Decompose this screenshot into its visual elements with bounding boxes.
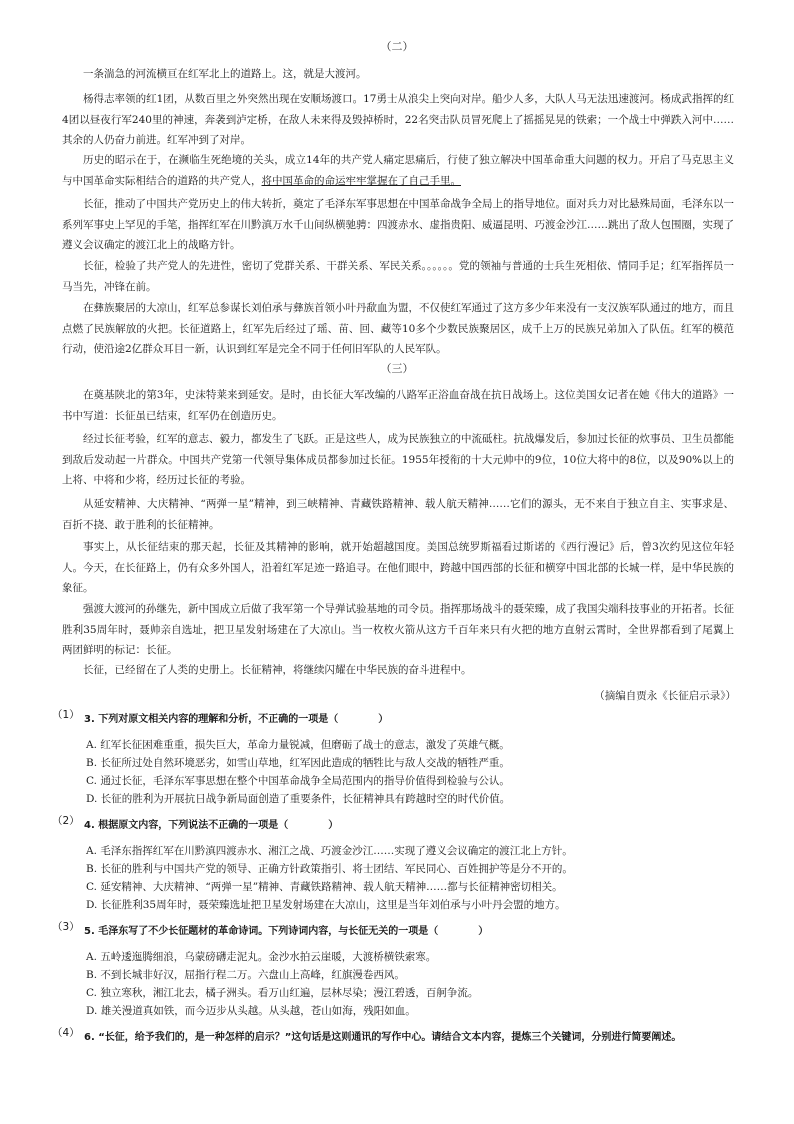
paragraph: 一条湍急的河流横亘在红军北上的道路上。这，就是大渡河。 [83, 68, 367, 80]
paragraph [62, 150, 734, 191]
option-b: B. 不到长城非好汉，屈指行程二万。六盘山上高峰，红旗漫卷西风。 [86, 969, 405, 981]
underlined-sentence: 将中国革命的命运牢牢掌握在了自己手里。 [261, 174, 461, 187]
section-two-heading: （二） [380, 40, 414, 53]
paragraph-text: 历史的昭示在于，在濒临生死绝境的关头，成立14年的共产党人痛定思痛后，行使了独立解决中国革命重大问题的权力。开启了马克思主义与中国革命实际相结合的道路的共产党人， [62, 154, 734, 187]
option-a: A. 五岭逶迤腾细浪，乌蒙磅礴走泥丸。金沙水拍云崖暖，大渡桥横铁索寒。 [86, 951, 437, 963]
paragraph: 在彝族聚居的大凉山，红军总参谋长刘伯承与彝族首领小叶丹歃血为盟，不仅使红军通过了这方多少年来没有一支汉族军队通过的地方，而且点燃了民族解放的火把。长征道路上，红军先后经过了瑶、苗、回、藏等10多个少数民族聚居区，成千上万的民族兄弟加入了队伍。红军的模范行动，使沿途2亿群众耳目一新，认识到红军是完全不同于任何旧军队的人民军队。 [62, 302, 734, 355]
option-c: C. 延安精神、大庆精神、“两弹一星”精神、青藏铁路精神、载人航天精神……都与长征精神密切相关。 [86, 881, 563, 893]
option-c: C. 通过长征，毛泽东军事思想在整个中国革命战争全局范围内的指导价值得到检验与公认。 [86, 775, 510, 787]
question-number: （3） [52, 921, 80, 933]
paragraph: 强渡大渡河的孙继先，新中国成立后做了我军第一个导弹试验基地的司令员。指挥那场战斗的聂荣臻，成了我国尖端科技事业的开拓者。长征胜利35周年时，聂帅亲自选址，把卫星发射场建在了大凉山。当一枚枚火箭从这方千百年来只有火把的地方直射云霄时，全世界都看到了尾翼上两团鲜明的标记：长征。 [62, 603, 734, 656]
paragraph: 长征，推动了中国共产党历史上的伟大转折，奠定了毛泽东军事思想在中国革命战争全局上的指导地位。面对兵力对比悬殊局面，毛泽东以一系列军事史上罕见的手笔，指挥红军在川黔滇万水千山间纵横驰骋：四渡赤水、虚指贵阳、威逼昆明、巧渡金沙江……跳出了敌人包围圈，实现了遵义会议确定的渡江北上的战略方针。 [62, 198, 734, 251]
paragraph: 从延安精神、大庆精神、“两弹一星”精神，到三峡精神、青藏铁路精神、载人航天精神……它们的源头，无不来自于独立自主、实事求是、百折不挠、敢于胜利的长征精神。 [62, 498, 734, 531]
question-stem: 6. “长征，给予我们的，是一种怎样的启示？”这句话是这则通讯的写作中心。请结合文本内容，提炼三个关键词，分别进行简要阐述。 [84, 1032, 682, 1043]
option-a: A. 红军长征困难重重，损失巨大，革命力量锐减，但磨砺了战士的意志，激发了英雄气概。 [86, 739, 510, 751]
question-stem: 5. 毛泽东写了不少长征题材的革命诗词。下列诗词内容，与长征无关的一项是（ ） [84, 926, 489, 937]
question-number: （2） [52, 815, 80, 827]
question-stem: 4. 根据原文内容，下列说法不正确的一项是（ ） [84, 820, 339, 831]
paragraph: 在奠基陕北的第3年，史沫特莱来到延安。是时，由长征大军改编的八路军正浴血奋战在抗日战场上。这位美国女记者在她《伟大的道路》一书中写道：长征虽已结束，红军仍在创造历史。 [62, 389, 734, 422]
paragraph: 杨得志率领的红1团，从数百里之外突然出现在安顺场渡口。17勇士从浪尖上突向对岸。船少人多，大队人马无法迅速渡河。杨成武指挥的红4团以昼夜行军240里的神速，奔袭到泸定桥，在敌人未来得及毁掉桥时，22名突击队员冒死爬上了摇摇晃晃的铁索；一个战士中弹跌入河中……其余的人仍奋力前进。红军冲到了对岸。 [62, 93, 734, 146]
question-number: （4） [52, 1027, 80, 1039]
paragraph: 经过长征考验，红军的意志、毅力，都发生了飞跃。正是这些人，成为民族独立的中流砥柱。抗战爆发后，参加过长征的炊事员、卫生员都能到敌后发动起一片群众。中国共产党第一代领导集体成员都参加过长征。1955年授衔的十大元帅中的9位，10位大将中的8位，以及90%以上的上将、中将和少将，经历过长征的考验。 [62, 433, 734, 486]
section-three-heading: （三） [380, 362, 414, 375]
option-d: D. 雄关漫道真如铁，而今迈步从头越。从头越，苍山如海，残阳如血。 [86, 1005, 416, 1017]
option-d: D. 长征的胜利为开展抗日战争新局面创造了重要条件，长征精神具有跨越时空的时代价值。 [86, 793, 511, 805]
paragraph: 长征，已经留在了人类的史册上。长征精神，将继续闪耀在中华民族的奋斗进程中。 [83, 664, 472, 676]
question-number: （1） [52, 709, 80, 721]
source-citation: （摘编自贾永《长征启示录》） [594, 690, 736, 702]
option-b: B. 长征的胜利与中国共产党的领导、正确方针政策指引、将士团结、军民同心、百姓拥护等是分不开的。 [86, 863, 573, 875]
question-stem: 3. 下列对原文相关内容的理解和分析，不正确的一项是（ ） [84, 714, 389, 725]
option-d: D. 长征胜利35周年时，聂荣臻选址把卫星发射场建在大凉山，这里是当年刘伯承与小叶丹会盟的地方。 [86, 899, 566, 911]
option-c: C. 独立寒秋，湘江北去，橘子洲头。看万山红遍，层林尽染；漫江碧透，百舸争流。 [86, 987, 479, 999]
option-b: B. 长征所过处自然环境恶劣，如雪山草地，红军因此造成的牺牲比与敌人交战的牺牲严重。 [86, 757, 510, 769]
paragraph: 长征，检验了共产党人的先进性，密切了党群关系、干群关系、军民关系。。。。。。党的领袖与普通的士兵生死相依、情同手足；红军指挥员一马当先，冲锋在前。 [62, 260, 734, 293]
paragraph: 事实上，从长征结束的那天起，长征及其精神的影响，就开始超越国度。美国总统罗斯福看过斯诺的《西行漫记》后，曾3次约见这位年轻人。今天，在长征路上，仍有众多外国人，沿着红军足迹一路追寻。在他们眼中，跨越中国西部的长征和横穿中国北部的长城一样，是中华民族的象征。 [62, 541, 734, 594]
option-a: A. 毛泽东指挥红军在川黔滇四渡赤水、湘江之战、巧渡金沙江……实现了遵义会议确定的渡江北上方针。 [86, 845, 573, 857]
